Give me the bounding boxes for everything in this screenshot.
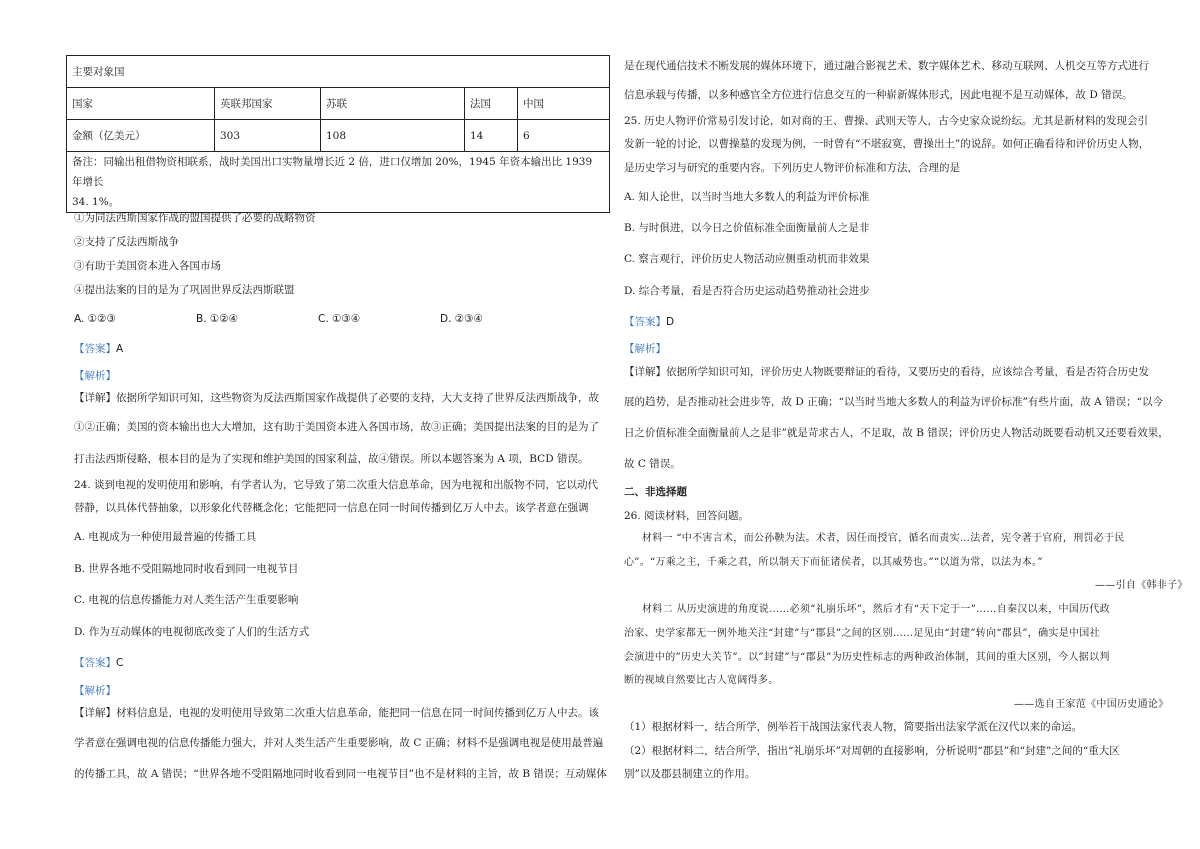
q23-item: ④提出法案的目的是为了巩固世界反法西斯联盟 [74,284,295,296]
q25-detail-line: 【详解】依据所学知识可知，评价历史人物既要辩证的看待，又要历史的看待，应该综合考量，看是否符合历史发 [624,366,1149,378]
table-cell: 法国 [465,88,518,120]
q26-material2-line: 治家、史学家都无一例外地关注“封建”与“郡县”之间的区别……足见由“封建”转向“郡县”，确实是中国社 [624,628,1100,639]
q24-detail-line: 的传播工具，故 A 错误；“世界各地不受阻隔地同时收看到同一电视节目”也不是材料的主旨，故 B 错误；互动媒体 [74,768,607,780]
answer-value: D [666,316,675,328]
q25-stem-line: 是历史学习与研究的重要内容。下列历史人物评价标准和方法，合理的是 [624,162,960,174]
q26-material2-line: 材料二 从历史演进的角度说……必须“礼崩乐坏”，然后才有“天下定于一”……自秦汉以来，中国历代政 [642,604,1111,615]
q25-analysis-tag: 【解析】 [624,343,666,355]
q24-stem-line: 替静，以具体代替抽象，以形象化代替概念化；它能把同一信息在同一时间传播到亿万人中去。该学者意在强调 [74,502,589,514]
q24-analysis-tag: 【解析】 [74,685,116,697]
q23-analysis-tag: 【解析】 [74,370,116,382]
q25-option-b: B. 与时俱进，以今日之价值标准全面衡量前人之是非 [624,222,870,234]
q23-detail-line: 【详解】依据所学知识可知，这些物资为反法西斯国家作战提供了必要的支持，大大支持了世界反法西斯战争，故 [74,392,599,404]
q25-answer [624,315,674,329]
table-note-row [67,152,610,213]
q26-subquestion: （2）根据材料二，结合所学，指出“礼崩乐坏”对周朝的直接影响，分析说明“郡县”和“封建”之间的“重大区 [624,745,1120,757]
q25-detail-line: 日之价值标准全面衡量前人之是非”就是苛求古人，不足取，故 B 错误；评价历史人物活动既要看动机又还要看效果， [624,427,1169,439]
answer-tag: 【答案】 [74,657,116,669]
table-cell: 108 [321,120,465,152]
q26-material1-line: 材料一 “中不害言术，而公孙鞅为法。术者，因任而授官，循名而责实…法者，宪令著于官府，刑罚必于民 [642,533,1125,544]
q23-item: ②支持了反法西斯战争 [74,236,179,248]
q26-material1-source: ——引自《韩非子》 [1095,580,1188,591]
answer-value: C [116,657,124,669]
q25-option-c: C. 察言观行，评价历史人物活动应侧重动机而非效果 [624,253,870,265]
answer-tag: 【答案】 [624,316,666,328]
q24-option-a: A. 电视成为一种使用最普遍的传播工具 [74,531,257,543]
q25-detail-line: 展的趋势，是否推动社会进步等，故 D 正确；“以当时当地大多数人的利益为评价标准”有些片面，故 A 错误；“以今 [624,396,1163,408]
table-cell: 中国 [518,88,610,120]
q24-option-d: D. 作为互动媒体的电视彻底改变了人们的生活方式 [74,626,310,638]
q24-detail-line: 学者意在强调电视的信息传播能力强大，并对人类生活产生重要影响，故 C 正确；材料不是强调电视是使用最普遍 [74,737,604,749]
q26-stem: 26. 阅读材料，回答问题。 [624,510,750,522]
table-cell: 英联邦国家 [215,88,321,120]
table-note-line: 34. 1%。 [72,196,120,208]
table-cell: 14 [465,120,518,152]
table-cell: 6 [518,120,610,152]
q23-option-d: D. ②③④ [440,313,483,325]
table-row [67,88,610,120]
q24-detail-line: 【详解】材料信息是，电视的发明使用导致第二次重大信息革命，能把同一信息在同一时间传播到亿万人中去。该 [74,707,599,719]
q25-option-a: A. 知人论世，以当时当地大多数人的利益为评价标准 [624,191,870,203]
q23-answer [74,342,123,356]
table-header-row [67,56,610,88]
q23-item: ①为同法西斯国家作战的盟国提供了必要的战略物资 [74,212,316,224]
q24-stem-line: 24. 谈到电视的发明使用和影响，有学者认为，它导致了第二次重大信息革命，因为电视和出版物不同，它以动代 [74,479,599,491]
table-cell: 金额（亿美元） [67,120,215,152]
q25-stem-line: 25. 历史人物评价常易引发讨论，如对商的王、曹操、武则天等人，古今史家众说纷纭。尤其是新材料的发现会引 [624,115,1149,127]
q25-stem-line: 发新一轮的讨论，以曹操墓的发现为例，一时曾有“不堪寂寞，曹操出土”的说辞。如何正确看待和评价历史人物， [624,138,1150,150]
q26-material2-line: 会演进中的”历史大关节”。以”封建”与“郡县”为历史性标志的两种政治体制，其间的重大区别，今人据以判 [624,652,1110,663]
table-note-line: 备注：同输出租借物资相联系，战时美国出口实物量增长近 2 倍，进口仅增加 20%，1945 年资本输出比 1939 年增长 [72,156,593,188]
q24-option-c: C. 电视的信息传播能力对人类生活产生重要影响 [74,594,299,606]
table-cell: 303 [215,120,321,152]
q24-detail-cont-line: 是在现代通信技术不断发展的媒体环境下，通过融合影视艺术、数字媒体艺术、移动互联网、人机交互等方式进行 [624,60,1149,72]
table-row [67,120,610,152]
q26-subquestion: 别”以及郡县制建立的作用。 [624,768,756,780]
table-cell: 苏联 [321,88,465,120]
q24-detail-cont-line: 信息承载与传播，以多种感官全方位进行信息交互的一种崭新媒体形式，因此电视不是互动媒体，故 D 错误。 [624,89,1133,101]
answer-tag: 【答案】 [74,343,116,355]
table-cell: 国家 [67,88,215,120]
q26-material1-line: 心”。“万乘之主，千乘之君，所以制天下而征诸侯者，以其威势也。”“以道为常，以法为本。” [624,557,1043,568]
q25-detail-line: 故 C 错误。 [624,458,681,470]
q24-option-b: B. 世界各地不受阻隔地同时收看到同一电视节目 [74,563,299,575]
table-note [67,152,610,213]
table-header: 主要对象国 [67,56,610,88]
q23-detail-line: ①②正确；美国的资本输出也大大增加，这有助于美国资本进入各国市场，故③正确；美国提出法案的目的是为了 [74,421,599,433]
q23-option-b: B. ①②④ [196,313,239,325]
q26-material2-line: 断的视域自然要比古人宽阔得多。 [624,675,779,686]
q23-option-a: A. ①②③ [74,313,116,325]
q23-option-c: C. ①③④ [318,313,361,325]
data-table [66,55,610,213]
section-heading: 二、非选择题 [624,486,687,498]
q26-material2-source: ——选自王家范《中国历史通论》 [1014,699,1169,710]
q25-option-d: D. 综合考量，看是否符合历史运动趋势推动社会进步 [624,285,870,297]
q24-answer [74,656,123,670]
answer-value: A [116,343,124,355]
q23-item: ③有助于美国资本进入各国市场 [74,260,221,272]
q23-detail-line: 打击法西斯侵略，根本目的是为了实现和维护美国的国家利益，故④错误。所以本题答案为 A 项，BCD 错误。 [74,453,589,465]
q26-subquestion: （1）根据材料一，结合所学，例举若干战国法家代表人物，简要指出法家学派在汉代以来的命运。 [624,721,1083,733]
